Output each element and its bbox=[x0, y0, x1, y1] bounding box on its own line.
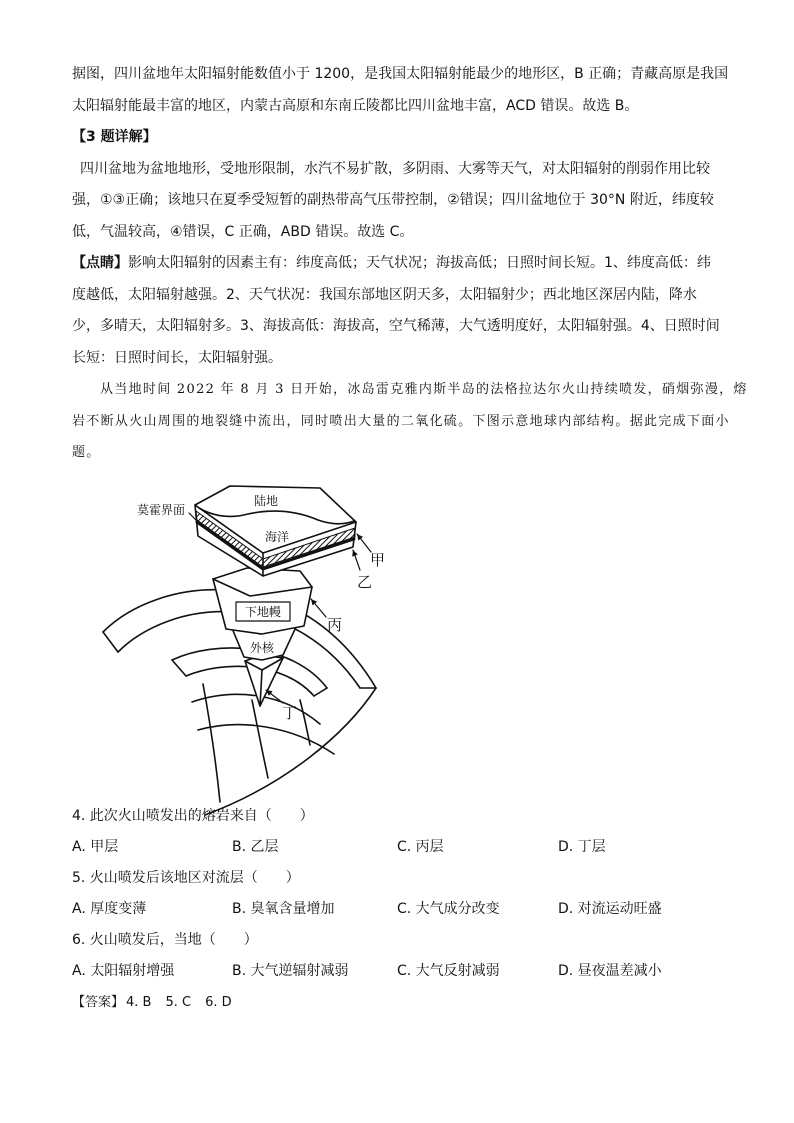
option-b: B. 大气逆辐射减弱 bbox=[232, 962, 349, 979]
option-d: D. 丁层 bbox=[558, 838, 606, 855]
option-a: A. 厚度变薄 bbox=[72, 900, 147, 917]
label-bing: 丙 bbox=[327, 616, 343, 634]
option-c: C. 丙层 bbox=[397, 838, 444, 855]
tip-line: 度越低，太阳辐射越强。2、天气状况：我国东部地区阴天多，太阳辐射少；西北地区深居内陆，降水 bbox=[72, 286, 697, 303]
globe-grid-meridian bbox=[252, 700, 268, 778]
option-d: D. 昼夜温差减小 bbox=[558, 962, 662, 979]
label-moho: 莫霍界面 bbox=[137, 503, 186, 517]
jia-leader-line bbox=[357, 534, 371, 552]
lower-mantle-block-body bbox=[213, 568, 312, 634]
label-ocean: 海洋 bbox=[264, 530, 290, 544]
answer-item: 6. D bbox=[205, 994, 232, 1010]
q3-detail-heading: 【3 题详解】 bbox=[72, 129, 157, 145]
analysis-text-block bbox=[72, 59, 772, 469]
label-jia: 甲 bbox=[370, 551, 386, 569]
tip-line bbox=[72, 248, 772, 280]
question-options bbox=[72, 956, 772, 987]
explanation-line: 太阳辐射能最丰富的地区，内蒙古高原和东南丘陵都比四川盆地丰富，ACD 错误。故选 B。 bbox=[72, 97, 639, 114]
question-stem: 4. 此次火山喷发出的熔岩来自（ ） bbox=[72, 807, 314, 824]
option-a: A. 甲层 bbox=[72, 838, 119, 855]
option-c: C. 大气反射减弱 bbox=[397, 962, 500, 979]
question-options bbox=[72, 832, 772, 863]
lower-mantle-block bbox=[213, 568, 312, 634]
passage-line: 题。 bbox=[72, 445, 101, 460]
earth-interior-diagram bbox=[100, 480, 400, 820]
answer-line bbox=[72, 987, 772, 1018]
option-c: C. 大气成分改变 bbox=[397, 900, 500, 917]
tip-line: 少，多晴天，太阳辐射多。3、海拔高低：海拔高，空气稀薄，大气透明度好，太阳辐射强。4、日照时间 bbox=[72, 318, 720, 334]
globe-grid-meridian bbox=[203, 684, 220, 802]
option-b: B. 乙层 bbox=[232, 838, 279, 855]
label-lower-mantle: 下地幔 bbox=[244, 605, 282, 619]
explanation-line: 据图，四川盆地年太阳辐射能数值小于 1200，是我国太阳辐射能最少的地形区，B 正确；青藏高原是我国 bbox=[72, 66, 729, 82]
tip-line: 长短：日照时间长，太阳辐射强。 bbox=[72, 349, 282, 366]
label-ding: 丁 bbox=[282, 704, 298, 722]
ding-leader-line bbox=[266, 690, 283, 703]
crust-block bbox=[195, 486, 356, 576]
passage-line: 岩不断从火山周围的地裂缝中流出，同时喷出大量的二氧化硫。下图示意地球内部结构。据此完成下面小 bbox=[72, 413, 730, 429]
questions-block bbox=[72, 801, 772, 1018]
bing-leader-line bbox=[311, 599, 326, 617]
option-a: A. 太阳辐射增强 bbox=[72, 962, 175, 979]
q3-detail-line: 四川盆地为盆地地形，受地形限制，水汽不易扩散，多阴雨、大雾等天气，对太阳辐射的削弱作用比较 bbox=[80, 160, 710, 177]
option-b: B. 臭氧含量增加 bbox=[232, 900, 335, 917]
q3-detail-line: 低，气温较高，④错误，C 正确，ABD 错误。故选 C。 bbox=[72, 223, 414, 240]
globe-grid-latitude bbox=[198, 725, 334, 754]
answer-label: 【答案】 bbox=[72, 994, 125, 1010]
tip-text: 影响太阳辐射的因素主有：纬度高低；天气状况；海拔高低；日照时间长短。1、纬度高低：纬 bbox=[128, 255, 711, 271]
passage-line: 从当地时间 2022 年 8 月 3 日开始，冰岛雷克雅内斯半岛的法格拉达尔火山持续喷发，硝烟弥漫，熔 bbox=[100, 382, 748, 397]
label-yi: 乙 bbox=[357, 573, 373, 591]
globe-notch-side-right bbox=[314, 688, 327, 696]
question-stem: 5. 火山喷发后该地区对流层（ ） bbox=[72, 869, 300, 886]
q3-detail-line: 强，①③正确；该地只在夏季受短暂的副热带高气压带控制，②错误；四川盆地位于 30°N 附近，纬度较 bbox=[72, 192, 714, 208]
yi-leader-line bbox=[353, 550, 360, 570]
label-land: 陆地 bbox=[253, 494, 279, 508]
answer-item: 5. C bbox=[165, 994, 192, 1010]
globe-notch-side-left bbox=[172, 660, 186, 676]
option-d: D. 对流运动旺盛 bbox=[558, 900, 662, 917]
question-options bbox=[72, 894, 772, 925]
answer-item: 4. B bbox=[126, 994, 152, 1010]
globe-edge-left bbox=[103, 632, 118, 652]
question-stem: 6. 火山喷发后，当地（ ） bbox=[72, 931, 258, 948]
tip-label: 【点睛】 bbox=[72, 255, 128, 271]
label-outer-core: 外核 bbox=[249, 641, 275, 655]
passage bbox=[72, 374, 772, 469]
